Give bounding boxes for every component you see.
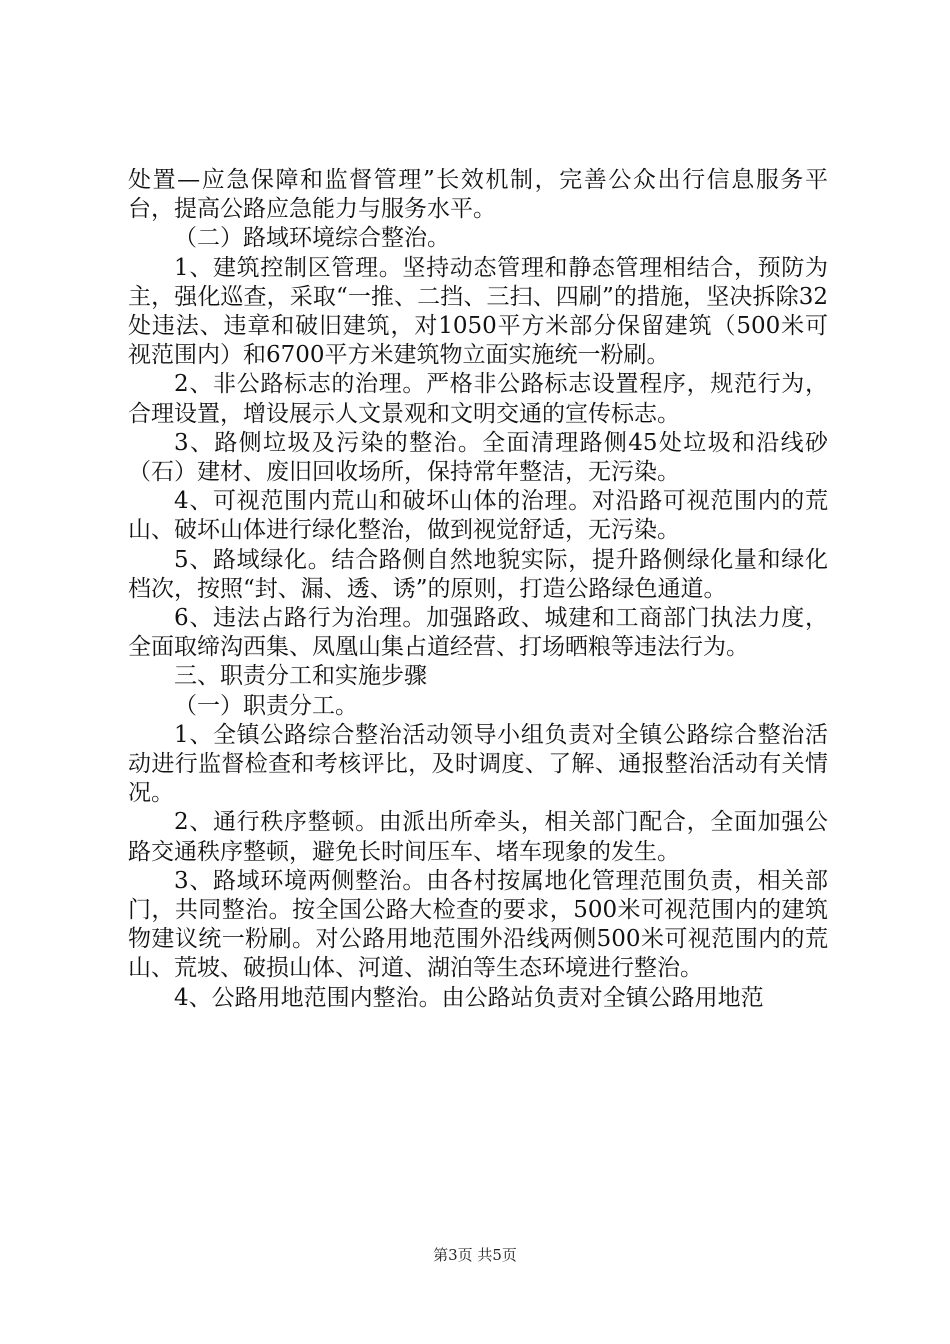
section-heading: 三、职责分工和实施步骤	[174, 663, 427, 690]
page-footer: 第3页 共5页	[433, 1246, 517, 1264]
paragraph: 3、路侧垃圾及污染的整治。全面清理路侧45处垃圾和沿线砂（石）建材、废旧回收场所，保持常年整洁，无污染。	[128, 429, 828, 486]
paragraph: 6、违法占路行为治理。加强路政、城建和工商部门执法力度，全面取缔沟西集、凤凰山集占道经营、打场晒粮等违法行为。	[128, 605, 828, 661]
paragraph: 1、建筑控制区管理。坚持动态管理和静态管理相结合，预防为主，强化巡查，采取“一推、二挡、三扫、四刷”的措施，坚决拆除32处违法、违章和破旧建筑，对1050平方米部分保留建筑（500米可视范围内）和6700平方米建筑物立面实施统一粉刷。	[128, 254, 828, 369]
paragraph: 5、路域绿化。结合路侧自然地貌实际，提升路侧绿化量和绿化档次，按照“封、漏、透、诱”的原则，打造公路绿色通道。	[128, 546, 828, 602]
paragraph-continuation: 处置—应急保障和监督管理”长效机制，完善公众出行信息服务平台，提高公路应急能力与服务水平。	[128, 167, 828, 223]
paragraph: 2、通行秩序整顿。由派出所牵头，相关部门配合，全面加强公路交通秩序整顿，避免长时间压车、堵车现象的发生。	[128, 809, 828, 865]
section-heading: （一）职责分工。	[174, 692, 358, 719]
paragraph: 4、可视范围内荒山和破坏山体的治理。对沿路可视范围内的荒山、破坏山体进行绿化整治，做到视觉舒适，无污染。	[128, 488, 828, 544]
section-heading: （二）路域环境综合整治。	[174, 225, 450, 252]
paragraph: 2、非公路标志的治理。严格非公路标志设置程序，规范行为，合理设置，增设展示人文景观和文明交通的宣传标志。	[128, 371, 828, 427]
paragraph: 1、全镇公路综合整治活动领导小组负责对全镇公路综合整治活动进行监督检查和考核评比，及时调度、了解、通报整治活动有关情况。	[128, 721, 828, 807]
paragraph: 4、公路用地范围内整治。由公路站负责对全镇公路用地范	[174, 984, 764, 1011]
document-body	[128, 166, 828, 1013]
paragraph: 3、路域环境两侧整治。由各村按属地化管理范围负责，相关部门，共同整治。按全国公路大检查的要求，500米可视范围内的建筑物建议统一粉刷。对公路用地范围外沿线两侧500米可视范围内的荒山、荒坡、破损山体、河道、湖泊等生态环境进行整治。	[128, 867, 828, 982]
